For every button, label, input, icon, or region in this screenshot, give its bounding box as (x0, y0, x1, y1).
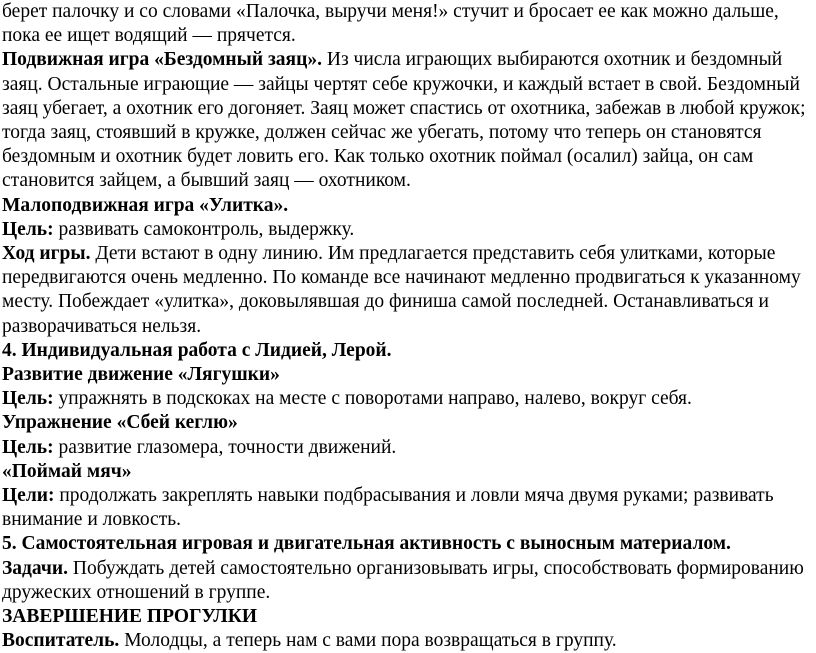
paragraph-text: развитие глазомера, точности движений. (53, 436, 397, 458)
paragraph-knock-pin-goal (2, 436, 810, 460)
paragraph-text: развивать самоконтроль, выдержку. (53, 218, 355, 240)
paragraph-text: упражнять в подскоках на месте с поворотами направо, налево, вокруг себя. (53, 388, 692, 410)
paragraph-text: Побуждать детей самостоятельно организовывать игры, способствовать формированию дружеских отношений в группе. (2, 557, 804, 603)
heading-catch-ball: «Поймай мяч» (2, 460, 132, 482)
paragraph-game-homeless-hare (2, 48, 810, 193)
paragraph-text: берет палочку и со словами «Палочка, выручи меня!» стучит и бросает ее как можно дальше, пока ее ищет водящий — прячется. (2, 1, 779, 47)
heading-individual-work: 4. Индивидуальная работа с Лидией, Лерой. (2, 339, 392, 361)
heading-knock-pin: Упражнение «Сбей кеглю» (2, 412, 238, 434)
paragraph-text: продолжать закреплять навыки подбрасывания и ловли мяча двумя руками; развивать внимание и ловкость. (2, 485, 774, 531)
paragraph-snail-goal (2, 218, 810, 242)
paragraph-lead: Подвижная игра «Бездомный заяц». (2, 49, 322, 71)
paragraph-lead: Цель: (2, 218, 54, 240)
paragraph-intro (2, 0, 810, 48)
paragraph-lead: Цель: (2, 388, 54, 410)
paragraph-lead: Ход игры. (2, 243, 91, 265)
paragraph-catch-ball-goals (2, 484, 810, 532)
paragraph-lead: Цель: (2, 436, 54, 458)
heading-walk-end: ЗАВЕРШЕНИЕ ПРОГУЛКИ (2, 606, 258, 628)
heading-independent-activity: 5. Самостоятельная игровая и двигательная активность с выносным материалом. (2, 533, 731, 555)
paragraph-tasks (2, 557, 810, 605)
paragraph-lead: Воспитатель. (2, 630, 120, 652)
heading-game-snail: Малоподвижная игра «Улитка». (2, 194, 289, 216)
paragraph-text: Из числа играющих выбираются охотник и бездомный заяц. Остальные играющие — зайцы чертят себе кружочки, и каждый встает в свой. Бездомный заяц убегает, а охотник его догоняет. Заяц может спастись от охотника, забежав в любой кружок; тогда заяц, стоявший в кружке, должен сейчас же убегать, потому что теперь он становятся бездомным и охотник будет ловить его. Как только охотник поймал (осалил) зайца, он сам становится зайцем, а бывший заяц — охотником. (2, 49, 806, 192)
paragraph-lead: Цели: (2, 485, 55, 507)
heading-frogs: Развитие движение «Лягушки» (2, 364, 280, 386)
paragraph-teacher (2, 629, 810, 653)
paragraph-lead: Задачи. (2, 557, 68, 579)
paragraph-frogs-goal (2, 387, 810, 411)
paragraph-text: Молодцы, а теперь нам с вами пора возвращаться в группу. (119, 630, 617, 652)
paragraph-snail-procedure (2, 242, 810, 339)
paragraph-text: Дети встают в одну линию. Им предлагается представить себя улитками, которые передвигаются очень медленно. По команде все начинают медленно продвигаться к указанному месту. Побеждает «улитка», доковылявшая до финиша самой последней. Останавливаться и разворачиваться нельзя. (2, 243, 801, 337)
